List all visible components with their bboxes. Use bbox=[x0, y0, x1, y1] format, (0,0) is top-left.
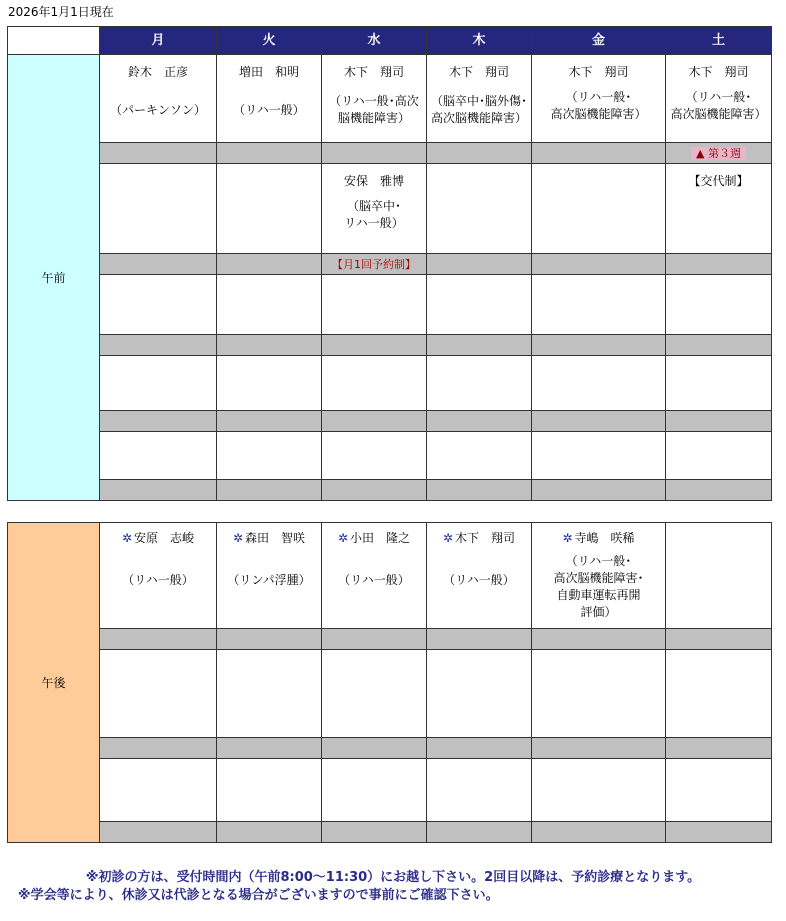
specialty: （脳卒中･脳外傷･ 高次脳機能障害） bbox=[430, 94, 527, 125]
schedule-cell bbox=[532, 254, 666, 275]
schedule-cell bbox=[427, 759, 532, 822]
am-gray-row-5 bbox=[8, 480, 772, 501]
doctor-cell bbox=[100, 55, 217, 143]
schedule-cell bbox=[100, 738, 217, 759]
new-patient-star-icon: ✲ bbox=[232, 531, 244, 545]
schedule-cell bbox=[666, 275, 772, 335]
footer-notes bbox=[0, 869, 786, 905]
schedule-cell bbox=[217, 629, 322, 650]
new-patient-star-icon: ✲ bbox=[442, 531, 454, 545]
am-slot-5 bbox=[8, 432, 772, 480]
am-gray-row-2 bbox=[8, 254, 772, 275]
doctor-name: 森田 智咲 bbox=[245, 531, 306, 545]
afternoon-schedule-table bbox=[7, 522, 772, 843]
schedule-cell bbox=[100, 822, 217, 843]
pm-label: 午後 bbox=[8, 523, 100, 843]
schedule-cell bbox=[217, 480, 322, 501]
schedule-cell bbox=[427, 164, 532, 254]
schedule-cell bbox=[532, 650, 666, 738]
pm-gray-row-3 bbox=[8, 822, 772, 843]
schedule-cell bbox=[217, 254, 322, 275]
schedule-cell bbox=[666, 335, 772, 356]
day-header-tue: 火 bbox=[217, 27, 322, 55]
doctor-name: 木下 翔司 bbox=[455, 531, 516, 545]
schedule-cell bbox=[100, 432, 217, 480]
doctor-cell bbox=[666, 55, 772, 143]
schedule-cell bbox=[427, 254, 532, 275]
am-label: 午前 bbox=[8, 55, 100, 501]
schedule-cell bbox=[100, 411, 217, 432]
schedule-cell bbox=[427, 335, 532, 356]
morning-schedule-table bbox=[7, 26, 772, 501]
doctor-cell bbox=[322, 55, 427, 143]
schedule-cell bbox=[532, 480, 666, 501]
schedule-cell bbox=[100, 356, 217, 411]
schedule-cell bbox=[322, 411, 427, 432]
schedule-cell bbox=[217, 822, 322, 843]
doctor-cell bbox=[217, 523, 322, 629]
doctor-cell bbox=[322, 164, 427, 254]
schedule-cell bbox=[100, 759, 217, 822]
schedule-cell bbox=[100, 650, 217, 738]
schedule-cell bbox=[532, 356, 666, 411]
schedule-cell bbox=[532, 822, 666, 843]
am-slot-2 bbox=[8, 164, 772, 254]
specialty: （脳卒中･ リハ一般） bbox=[344, 199, 404, 230]
schedule-cell bbox=[532, 738, 666, 759]
doctor-cell bbox=[427, 523, 532, 629]
schedule-cell bbox=[666, 143, 772, 164]
schedule-cell bbox=[100, 480, 217, 501]
note-conference: ※学会等により、休診又は代診となる場合がございますので事前にご確認下さい。 bbox=[18, 888, 499, 903]
schedule-cell bbox=[427, 411, 532, 432]
schedule-cell bbox=[666, 480, 772, 501]
schedule-cell bbox=[427, 738, 532, 759]
specialty: （リハ一般） bbox=[233, 103, 305, 117]
schedule-cell bbox=[217, 650, 322, 738]
schedule-cell bbox=[217, 759, 322, 822]
schedule-cell bbox=[532, 275, 666, 335]
schedule-cell bbox=[322, 275, 427, 335]
pm-gray-row-2 bbox=[8, 738, 772, 759]
doctor-name: 増田 和明 bbox=[238, 65, 299, 79]
schedule-cell bbox=[322, 254, 427, 275]
schedule-cell bbox=[322, 759, 427, 822]
schedule-cell bbox=[217, 335, 322, 356]
specialty: （リハ一般） bbox=[338, 573, 410, 587]
schedule-cell bbox=[322, 650, 427, 738]
am-gray-row-4 bbox=[8, 411, 772, 432]
third-week-badge: ▲ 第３週 bbox=[691, 147, 746, 160]
schedule-cell bbox=[666, 356, 772, 411]
schedule-cell bbox=[217, 275, 322, 335]
specialty: （リハ一般･ 高次脳機能障害） bbox=[550, 90, 647, 121]
schedule-cell bbox=[532, 164, 666, 254]
schedule-cell bbox=[217, 143, 322, 164]
doctor-name: 小田 隆之 bbox=[350, 531, 411, 545]
schedule-cell bbox=[322, 822, 427, 843]
doctor-name: 鈴木 正彦 bbox=[127, 65, 188, 79]
schedule-cell bbox=[217, 738, 322, 759]
new-patient-star-icon: ✲ bbox=[562, 531, 573, 545]
specialty: （パーキンソン） bbox=[110, 103, 206, 117]
doctor-cell bbox=[217, 55, 322, 143]
doctor-name: 安保 雅博 bbox=[343, 174, 404, 188]
schedule-cell bbox=[427, 356, 532, 411]
schedule-cell bbox=[217, 432, 322, 480]
schedule-cell bbox=[217, 164, 322, 254]
rotation-note: 【交代制】 bbox=[688, 174, 749, 188]
schedule-cell bbox=[427, 650, 532, 738]
doctor-cell bbox=[322, 523, 427, 629]
am-slot-4 bbox=[8, 356, 772, 411]
schedule-cell bbox=[532, 629, 666, 650]
schedule-cell bbox=[666, 411, 772, 432]
schedule-cell bbox=[100, 143, 217, 164]
schedule-cell bbox=[322, 143, 427, 164]
schedule-cell bbox=[322, 432, 427, 480]
schedule-cell bbox=[666, 164, 772, 254]
schedule-cell bbox=[666, 254, 772, 275]
schedule-cell bbox=[100, 254, 217, 275]
schedule-cell bbox=[322, 480, 427, 501]
doctor-name: 寺嶋 咲稀 bbox=[574, 531, 635, 545]
schedule-cell bbox=[666, 432, 772, 480]
pm-slot-3 bbox=[8, 759, 772, 822]
new-patient-star-icon: ✲ bbox=[121, 531, 133, 545]
am-slot-1 bbox=[8, 55, 772, 143]
specialty: （リハ一般･高次 脳機能障害） bbox=[329, 94, 419, 125]
pm-slot-2 bbox=[8, 650, 772, 738]
pm-gray-row-1 bbox=[8, 629, 772, 650]
schedule-cell bbox=[322, 335, 427, 356]
specialty: （リハ一般･ 高次脳機能障害） bbox=[670, 90, 767, 121]
date-label: 2026年1月1日現在 bbox=[8, 5, 114, 19]
schedule-cell bbox=[427, 275, 532, 335]
day-header-thu: 木 bbox=[427, 27, 532, 55]
day-header-wed: 水 bbox=[322, 27, 427, 55]
schedule-cell bbox=[427, 143, 532, 164]
doctor-name: 木下 翔司 bbox=[568, 65, 629, 79]
schedule-cell bbox=[532, 411, 666, 432]
pm-slot-1 bbox=[8, 523, 772, 629]
schedule-cell bbox=[666, 650, 772, 738]
schedule-cell bbox=[666, 822, 772, 843]
schedule-cell bbox=[217, 356, 322, 411]
schedule-cell bbox=[100, 275, 217, 335]
day-header-fri: 金 bbox=[532, 27, 666, 55]
am-gray-row-1 bbox=[8, 143, 772, 164]
schedule-cell bbox=[427, 629, 532, 650]
doctor-cell bbox=[100, 523, 217, 629]
schedule-cell bbox=[532, 432, 666, 480]
schedule-cell bbox=[666, 629, 772, 650]
doctor-cell bbox=[532, 523, 666, 629]
schedule-cell bbox=[427, 822, 532, 843]
doctor-cell bbox=[532, 55, 666, 143]
specialty: （リハ一般･ 高次脳機能障害･ 自動車運転再開 評価） bbox=[553, 554, 644, 619]
schedule-cell bbox=[532, 759, 666, 822]
day-header-row bbox=[8, 27, 772, 55]
schedule-cell bbox=[322, 356, 427, 411]
schedule-cell bbox=[427, 432, 532, 480]
doctor-name: 木下 翔司 bbox=[448, 65, 509, 79]
doctor-name: 木下 翔司 bbox=[343, 65, 404, 79]
new-patient-star-icon: ✲ bbox=[337, 531, 349, 545]
schedule-cell bbox=[666, 759, 772, 822]
schedule-cell bbox=[666, 523, 772, 629]
schedule-cell bbox=[427, 480, 532, 501]
day-header-mon: 月 bbox=[100, 27, 217, 55]
note-first-visit: ※初診の方は、受付時間内（午前8:00～11:30）にお越し下さい。2回目以降は、予約診療となります。 bbox=[85, 870, 701, 885]
schedule-cell bbox=[532, 143, 666, 164]
schedule-cell bbox=[100, 335, 217, 356]
schedule-cell bbox=[322, 738, 427, 759]
schedule-cell bbox=[322, 629, 427, 650]
day-header-sat: 土 bbox=[666, 27, 772, 55]
specialty: （リハ一般） bbox=[122, 573, 194, 587]
doctor-cell bbox=[427, 55, 532, 143]
header-blank-cell bbox=[8, 27, 100, 55]
schedule-cell bbox=[100, 164, 217, 254]
specialty: （リハ一般） bbox=[443, 573, 515, 587]
schedule-cell bbox=[666, 738, 772, 759]
doctor-name: 安原 志峻 bbox=[134, 531, 195, 545]
schedule-cell bbox=[532, 335, 666, 356]
doctor-name: 木下 翔司 bbox=[688, 65, 749, 79]
monthly-reservation-note: 【月1回予約制】 bbox=[332, 257, 416, 271]
schedule-cell bbox=[217, 411, 322, 432]
am-gray-row-3 bbox=[8, 335, 772, 356]
am-slot-3 bbox=[8, 275, 772, 335]
specialty: （リンパ浮腫） bbox=[227, 573, 311, 587]
schedule-cell bbox=[100, 629, 217, 650]
